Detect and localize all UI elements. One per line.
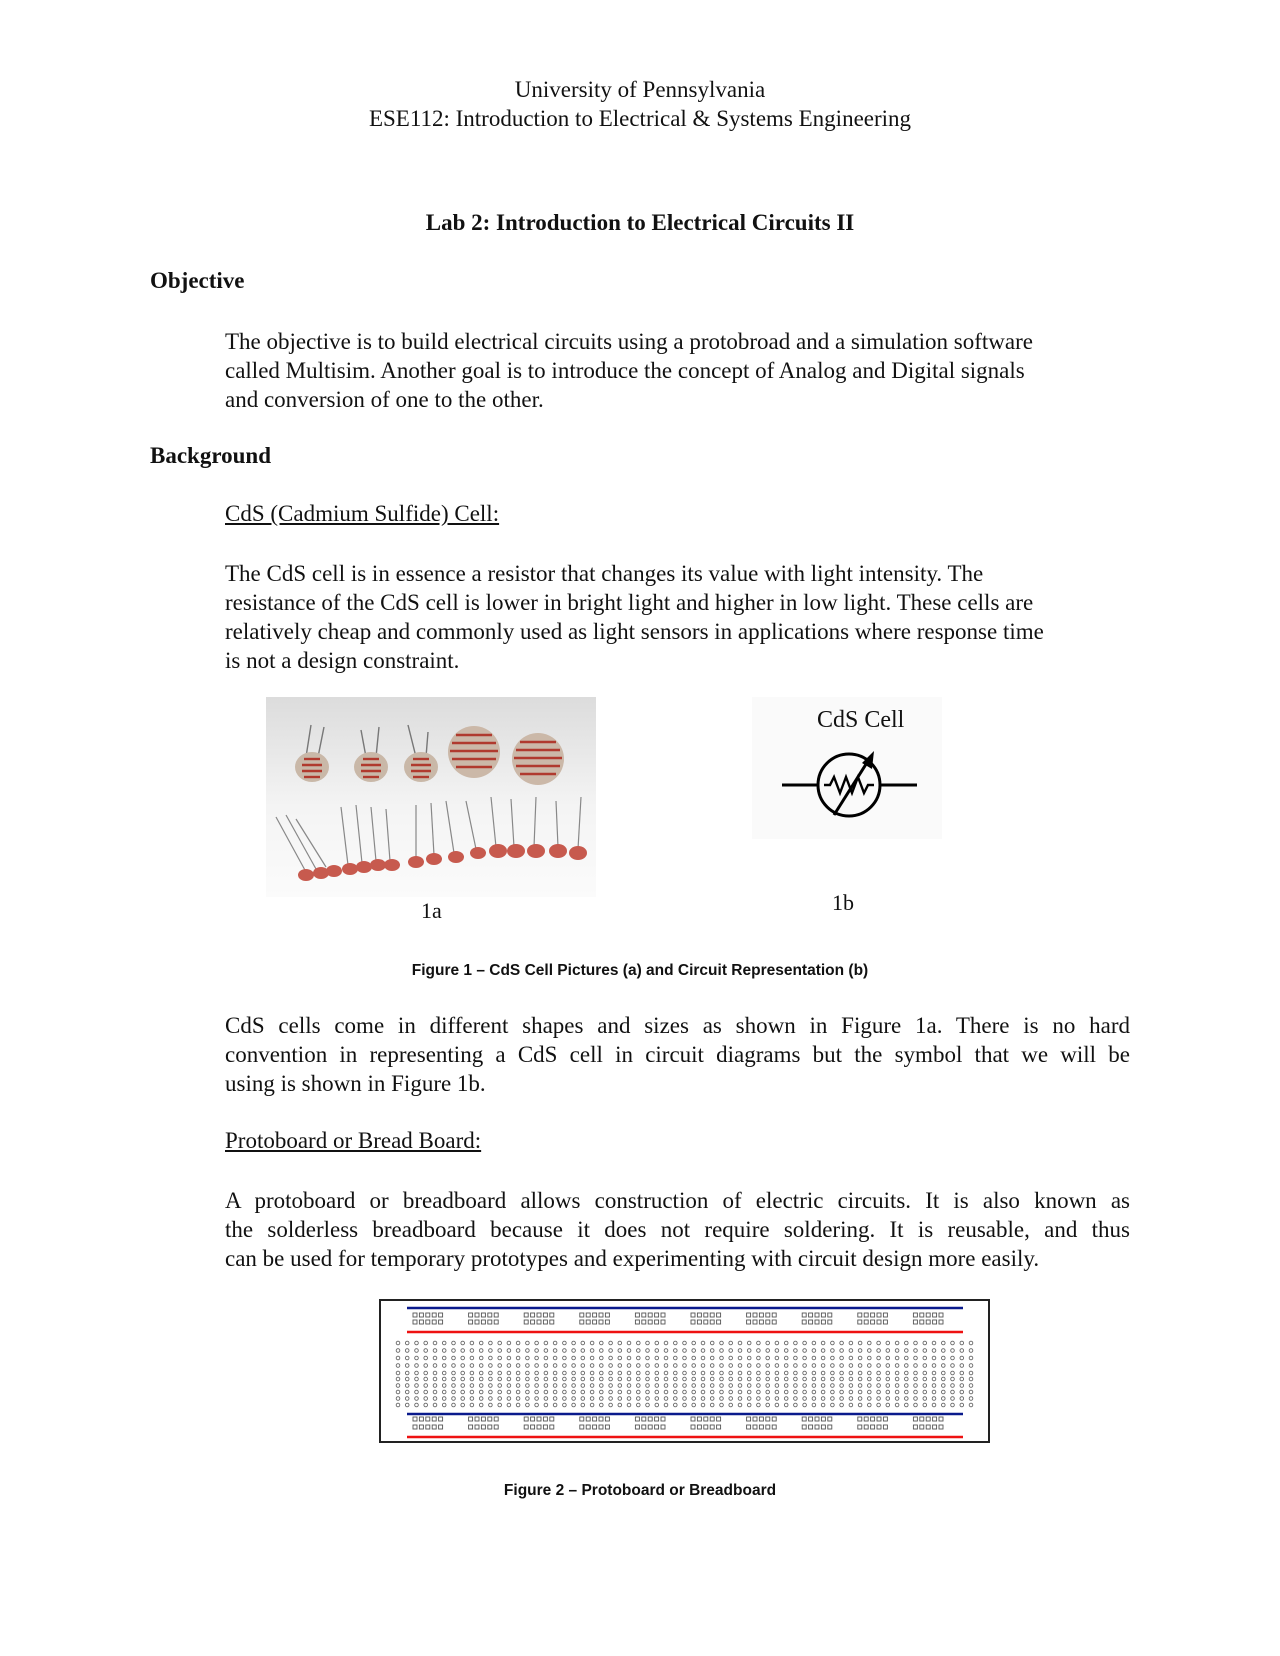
objective-line: and conversion of one to the other. — [225, 387, 544, 412]
cds-line: relatively cheap and commonly used as light sensors in applications where response time — [225, 619, 1044, 644]
background-heading: Background — [150, 443, 272, 468]
objective-heading: Objective — [150, 268, 245, 293]
figure-1-caption: Figure 1 – CdS Cell Pictures (a) and Circuit Representation (b) — [411, 962, 869, 979]
cds-followup-line: convention in representing a CdS cell in circuit diagrams but the symbol that we will be — [225, 1042, 1130, 1067]
objective-line: called Multisim. Another goal is to introduce the concept of Analog and Digital signals — [225, 358, 1025, 383]
lab-title: Lab 2: Introduction to Electrical Circuits II — [425, 210, 855, 235]
photoresistor-symbol-icon — [782, 745, 917, 825]
objective-paragraph — [225, 327, 1130, 414]
symbol-title: CdS Cell — [817, 707, 905, 733]
cds-cell-symbol-figure — [752, 697, 942, 839]
figure-2-caption: Figure 2 – Protoboard or Breadboard — [503, 1482, 777, 1499]
cds-line: resistance of the CdS cell is lower in bright light and higher in low light. These cells are — [225, 590, 1034, 615]
cds-cells-illustration — [266, 697, 596, 897]
protoboard-line: can be used for temporary prototypes and experimenting with circuit design more easily. — [225, 1246, 1040, 1271]
cds-subheading: CdS (Cadmium Sulfide) Cell: — [225, 501, 500, 526]
figure-1a-label: 1a — [421, 898, 442, 923]
protoboard-subheading: Protoboard or Bread Board: — [225, 1128, 482, 1153]
cds-followup-line: CdS cells come in different shapes and sizes as shown in Figure 1a. There is no hard — [225, 1013, 1130, 1038]
protoboard-paragraph — [225, 1186, 1130, 1273]
breadboard-illustration — [381, 1301, 988, 1441]
cds-cells-photo — [266, 697, 596, 897]
cds-followup-paragraph — [225, 1011, 1130, 1098]
objective-line: The objective is to build electrical circuits using a protobroad and a simulation software — [225, 329, 1033, 354]
university-name: University of Pennsylvania — [514, 77, 766, 102]
cds-followup-line: using is shown in Figure 1b. — [225, 1071, 486, 1096]
cds-line: The CdS cell is in essence a resistor that changes its value with light intensity. The — [225, 561, 984, 586]
protoboard-line: the solderless breadboard because it does not require soldering. It is reusable, and thus — [225, 1217, 1130, 1242]
breadboard-figure — [379, 1299, 990, 1443]
course-title: ESE112: Introduction to Electrical & Systems Engineering — [368, 106, 912, 131]
figure-1b-label: 1b — [832, 890, 854, 915]
cds-line: is not a design constraint. — [225, 648, 460, 673]
protoboard-line: A protoboard or breadboard allows construction of electric circuits. It is also known as — [225, 1188, 1130, 1213]
cds-paragraph — [225, 559, 1130, 675]
